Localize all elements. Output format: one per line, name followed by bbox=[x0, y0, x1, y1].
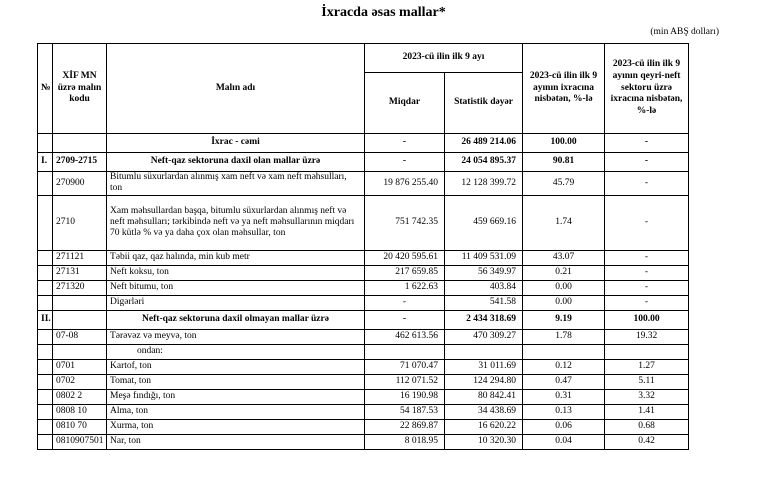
row-name: Xurma, ton bbox=[107, 419, 365, 434]
row-number: II. bbox=[38, 310, 53, 329]
exports-table bbox=[37, 43, 689, 450]
row-name: Nar, ton bbox=[107, 434, 365, 449]
row-nonoil bbox=[605, 344, 689, 359]
row-value: 24 054 895.37 bbox=[445, 153, 523, 172]
row-qty: 22 869.87 bbox=[365, 419, 445, 434]
row-code: 07-08 bbox=[53, 329, 107, 344]
row-qty: 54 187.53 bbox=[365, 404, 445, 419]
row-code: 0701 bbox=[53, 359, 107, 374]
row-qty: 462 613.56 bbox=[365, 329, 445, 344]
header-nonoil: 2023-cü ilin ilk 9 ayının qeyri-neft sektoru üzrə ixracına nisbətən, %-lə bbox=[605, 44, 689, 134]
row-value: 2 434 318.69 bbox=[445, 310, 523, 329]
row-qty: 16 190.98 bbox=[365, 389, 445, 404]
row-value bbox=[445, 344, 523, 359]
row-nonoil: 1.27 bbox=[605, 359, 689, 374]
header-period: 2023-cü ilin ilk 9 ayı bbox=[365, 44, 523, 73]
row-name: Neft-qaz sektoruna daxil olan mallar üzrə bbox=[107, 153, 365, 172]
row-code: 0810907501 bbox=[53, 434, 107, 449]
row-qty: 751 742.35 bbox=[365, 195, 445, 250]
row-value: 470 309.27 bbox=[445, 329, 523, 344]
row-number bbox=[38, 134, 53, 153]
row-number bbox=[38, 250, 53, 265]
row-code: 271121 bbox=[53, 250, 107, 265]
row-number bbox=[38, 389, 53, 404]
page-title: İxracda əsas mallar* bbox=[321, 5, 446, 20]
row-share: 0.00 bbox=[523, 280, 605, 295]
row-share: 0.13 bbox=[523, 404, 605, 419]
table-row bbox=[38, 329, 689, 344]
row-share: 0.31 bbox=[523, 389, 605, 404]
table-row bbox=[38, 359, 689, 374]
row-nonoil: 3.32 bbox=[605, 389, 689, 404]
row-nonoil: - bbox=[605, 153, 689, 172]
table-row bbox=[38, 419, 689, 434]
row-name: Bitumlu süxurlardan alınmış xam neft və xam neft məhsulları, ton bbox=[107, 172, 365, 196]
row-number bbox=[38, 434, 53, 449]
row-nonoil: - bbox=[605, 172, 689, 196]
row-qty: 71 070.47 bbox=[365, 359, 445, 374]
row-code: 270900 bbox=[53, 172, 107, 196]
row-nonoil: 19.32 bbox=[605, 329, 689, 344]
row-share: 1.74 bbox=[523, 195, 605, 250]
row-value: 459 669.16 bbox=[445, 195, 523, 250]
row-value: 80 842.41 bbox=[445, 389, 523, 404]
row-number bbox=[38, 359, 53, 374]
table-row bbox=[38, 344, 689, 359]
row-share: 0.12 bbox=[523, 359, 605, 374]
row-number bbox=[38, 404, 53, 419]
row-value: 541.58 bbox=[445, 295, 523, 310]
row-name: Alma, ton bbox=[107, 404, 365, 419]
row-share: 100.00 bbox=[523, 134, 605, 153]
row-name: Neft bitumu, ton bbox=[107, 280, 365, 295]
row-share: 45.79 bbox=[523, 172, 605, 196]
row-code: 0808 10 bbox=[53, 404, 107, 419]
row-name: ondan: bbox=[107, 344, 365, 359]
row-nonoil: - bbox=[605, 265, 689, 280]
row-value: 10 320.30 bbox=[445, 434, 523, 449]
header-share: 2023-cü ilin ilk 9 ayının ixracına nisbətən, %-lə bbox=[523, 44, 605, 134]
header-no: № bbox=[38, 44, 53, 134]
row-share: 90.81 bbox=[523, 153, 605, 172]
table-row bbox=[38, 374, 689, 389]
row-code: 0702 bbox=[53, 374, 107, 389]
row-nonoil: - bbox=[605, 134, 689, 153]
table-row bbox=[38, 404, 689, 419]
row-number bbox=[38, 280, 53, 295]
row-nonoil: - bbox=[605, 280, 689, 295]
row-number bbox=[38, 419, 53, 434]
row-qty bbox=[365, 344, 445, 359]
row-name: Digərləri bbox=[107, 295, 365, 310]
unit-note: (min ABŞ dolları) bbox=[650, 27, 719, 37]
row-nonoil: - bbox=[605, 250, 689, 265]
row-qty: 1 622.63 bbox=[365, 280, 445, 295]
row-number: I. bbox=[38, 153, 53, 172]
row-value: 403.84 bbox=[445, 280, 523, 295]
row-code: 271320 bbox=[53, 280, 107, 295]
row-code: 0810 70 bbox=[53, 419, 107, 434]
row-share: 0.06 bbox=[523, 419, 605, 434]
row-qty: - bbox=[365, 134, 445, 153]
row-value: 56 349.97 bbox=[445, 265, 523, 280]
row-qty: - bbox=[365, 295, 445, 310]
row-number bbox=[38, 195, 53, 250]
row-nonoil: 100.00 bbox=[605, 310, 689, 329]
row-qty: 217 659.85 bbox=[365, 265, 445, 280]
row-value: 11 409 531.09 bbox=[445, 250, 523, 265]
row-nonoil: - bbox=[605, 195, 689, 250]
row-share: 43.07 bbox=[523, 250, 605, 265]
row-code bbox=[53, 134, 107, 153]
row-value: 16 620.22 bbox=[445, 419, 523, 434]
row-qty: 20 420 595.61 bbox=[365, 250, 445, 265]
table-row bbox=[38, 172, 689, 196]
row-name: Tərəvəz və meyvə, ton bbox=[107, 329, 365, 344]
row-value: 12 128 399.72 bbox=[445, 172, 523, 196]
row-share: 0.04 bbox=[523, 434, 605, 449]
row-share: 0.21 bbox=[523, 265, 605, 280]
row-qty: 19 876 255.40 bbox=[365, 172, 445, 196]
row-name: Tomat, ton bbox=[107, 374, 365, 389]
row-share: 1.78 bbox=[523, 329, 605, 344]
row-number bbox=[38, 374, 53, 389]
table-row bbox=[38, 310, 689, 329]
table-row bbox=[38, 153, 689, 172]
table-row bbox=[38, 434, 689, 449]
row-code bbox=[53, 344, 107, 359]
row-qty: - bbox=[365, 310, 445, 329]
table-row bbox=[38, 280, 689, 295]
table-row bbox=[38, 295, 689, 310]
table-row bbox=[38, 195, 689, 250]
row-code bbox=[53, 310, 107, 329]
row-nonoil: 1.41 bbox=[605, 404, 689, 419]
row-name: Meşə fındığı, ton bbox=[107, 389, 365, 404]
row-share bbox=[523, 344, 605, 359]
row-qty: 112 071.52 bbox=[365, 374, 445, 389]
header-code: XİF MN üzrə malın kodu bbox=[53, 44, 107, 134]
table-row bbox=[38, 389, 689, 404]
row-number bbox=[38, 172, 53, 196]
row-share: 0.47 bbox=[523, 374, 605, 389]
row-code: 2710 bbox=[53, 195, 107, 250]
row-name: Neft-qaz sektoruna daxil olmayan mallar üzrə bbox=[107, 310, 365, 329]
header-qty: Miqdar bbox=[365, 73, 445, 134]
row-name: Xam məhsullardan başqa, bitumlu süxurlardan alınmış neft və neft məhsulları; tərkibində neft və ya neft məhsullarının miqdarı 70 kütlə % və ya daha çox olan məhsullar, ton bbox=[107, 195, 365, 250]
table-row bbox=[38, 250, 689, 265]
row-code: 27131 bbox=[53, 265, 107, 280]
row-share: 9.19 bbox=[523, 310, 605, 329]
row-number bbox=[38, 265, 53, 280]
row-value: 34 438.69 bbox=[445, 404, 523, 419]
row-value: 124 294.80 bbox=[445, 374, 523, 389]
row-nonoil: 0.68 bbox=[605, 419, 689, 434]
header-name: Malın adı bbox=[107, 44, 365, 134]
table-row bbox=[38, 134, 689, 153]
row-number bbox=[38, 344, 53, 359]
row-nonoil: 0.42 bbox=[605, 434, 689, 449]
row-number bbox=[38, 295, 53, 310]
row-value: 31 011.69 bbox=[445, 359, 523, 374]
row-share: 0.00 bbox=[523, 295, 605, 310]
row-name: Təbii qaz, qaz halında, min kub metr bbox=[107, 250, 365, 265]
row-code bbox=[53, 295, 107, 310]
row-name: İxrac - cəmi bbox=[107, 134, 365, 153]
row-nonoil: - bbox=[605, 295, 689, 310]
row-name: Kartof, ton bbox=[107, 359, 365, 374]
row-code: 0802 2 bbox=[53, 389, 107, 404]
row-qty: - bbox=[365, 153, 445, 172]
row-code: 2709-2715 bbox=[53, 153, 107, 172]
row-qty: 8 018.95 bbox=[365, 434, 445, 449]
header-value: Statistik dəyər bbox=[445, 73, 523, 134]
table-row bbox=[38, 265, 689, 280]
row-number bbox=[38, 329, 53, 344]
row-nonoil: 5.11 bbox=[605, 374, 689, 389]
row-name: Neft koksu, ton bbox=[107, 265, 365, 280]
row-value: 26 489 214.06 bbox=[445, 134, 523, 153]
